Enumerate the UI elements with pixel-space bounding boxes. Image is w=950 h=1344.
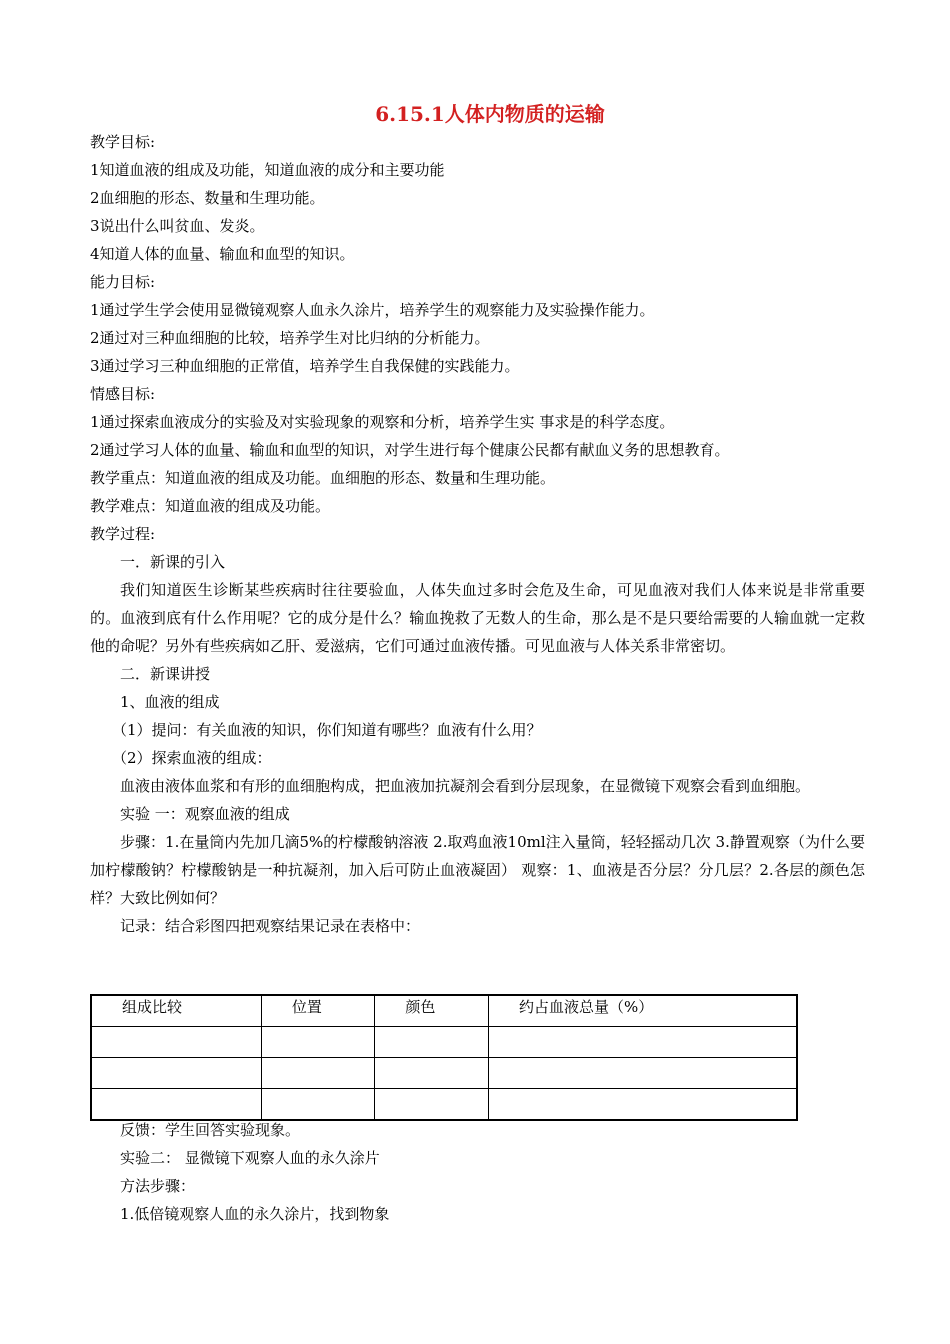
goal-item-4: 4知道人体的血量、输血和血型的知识。 [90,245,355,263]
table-cell [375,1058,489,1089]
question-1: （1）提问：有关血液的知识，你们知道有哪些？血液有什么用？ [112,721,542,739]
table-cell [488,1058,797,1089]
ability-item-1: 1通过学生学会使用显微镜观察人血永久涂片，培养学生的观察能力及实验操作能力。 [90,301,655,319]
subsection-blood-composition: 1、血液的组成 [120,693,220,711]
key-points: 教学重点：知道血液的组成及功能。血细胞的形态、数量和生理功能。 [90,469,556,487]
table-cell [261,1027,375,1058]
feedback-line: 反馈：学生回答实验现象。 [120,1121,301,1139]
table-cell [488,1027,797,1058]
document-body [90,128,865,940]
emotion-item-1: 1通过探索血液成分的实验及对实验现象的观察和分析，培养学生实 事求是的科学态度。 [90,413,675,431]
question-2: （2）探索血液的组成： [112,749,272,767]
experiment-1-title: 实验 一：观察血液的组成 [120,805,290,823]
table-header-cell: 颜色 [375,995,489,1027]
record-instruction: 记录：结合彩图四把观察结果记录在表格中： [120,917,421,935]
heading-teaching-goals: 教学目标: [90,133,156,151]
blood-composition-paragraph: 血液由液体血浆和有形的血细胞构成，把血液加抗凝剂会看到分层现象，在显微镜下观察会看到血细胞。 [120,777,811,795]
method-steps-heading: 方法步骤： [120,1177,196,1195]
heading-emotion-goals: 情感目标: [90,385,156,403]
goal-item-3: 3说出什么叫贫血、发炎。 [90,217,265,235]
table-cell [375,1027,489,1058]
table-cell [261,1058,375,1089]
table-row [91,1027,797,1058]
heading-process: 教学过程: [90,525,156,543]
table-header-cell: 组成比较 [91,995,261,1027]
table-header-cell: 位置 [261,995,375,1027]
document-body-continued [90,1116,865,1228]
heading-ability-goals: 能力目标: [90,273,156,291]
document-title: 6.15.1人体内物质的运输 [375,102,605,126]
emotion-item-2: 2通过学习人体的血量、输血和血型的知识，对学生进行每个健康公民都有献血义务的思想教育。 [90,441,730,459]
table-header-row [91,995,797,1027]
section-new-lesson: 二．新课讲授 [120,665,211,683]
table-row [91,1058,797,1089]
ability-item-3: 3通过学习三种血细胞的正常值，培养学生自我保健的实践能力。 [90,357,520,375]
method-step-1: 1.低倍镜观察人血的永久涂片，找到物象 [120,1205,390,1223]
difficult-points: 教学难点：知道血液的组成及功能。 [90,497,331,515]
experiment-2-title: 实验二： 显微镜下观察人血的永久涂片 [120,1149,380,1167]
ability-item-2: 2通过对三种血细胞的比较，培养学生对比归纳的分析能力。 [90,329,490,347]
goal-item-2: 2血细胞的形态、数量和生理功能。 [90,189,325,207]
goal-item-1: 1知道血液的组成及功能，知道血液的成分和主要功能 [90,161,445,179]
table-header-cell: 约占血液总量（%） [488,995,797,1027]
intro-paragraph: 我们知道医生诊断某些疾病时往往要验血，人体失血过多时会危及生命，可见血液对我们人体来说是非常重要的。血液到底有什么作用呢？它的成分是什么？输血挽救了无数人的生命，那么是不是只要给需要的人输血就一定救他的命呢？另外有些疾病如乙肝、爱滋病，它们可通过血液传播。可见血液与人体关系非常密切。 [90,581,865,655]
record-table [90,994,798,1121]
experiment-1-steps: 步骤：1.在量筒内先加几滴5%的柠檬酸钠溶液 2.取鸡血液10ml注入量筒，轻轻摇动几次 3.静置观察（为什么要加柠檬酸钠？柠檬酸钠是一种抗凝剂，加入后可防止血液凝固） 观察：1、血液是否分层？分几层？2.各层的颜色怎样？大致比例如何？ [90,833,865,907]
table-cell [91,1027,261,1058]
table-cell [91,1058,261,1089]
section-intro: 一．新课的引入 [120,553,226,571]
